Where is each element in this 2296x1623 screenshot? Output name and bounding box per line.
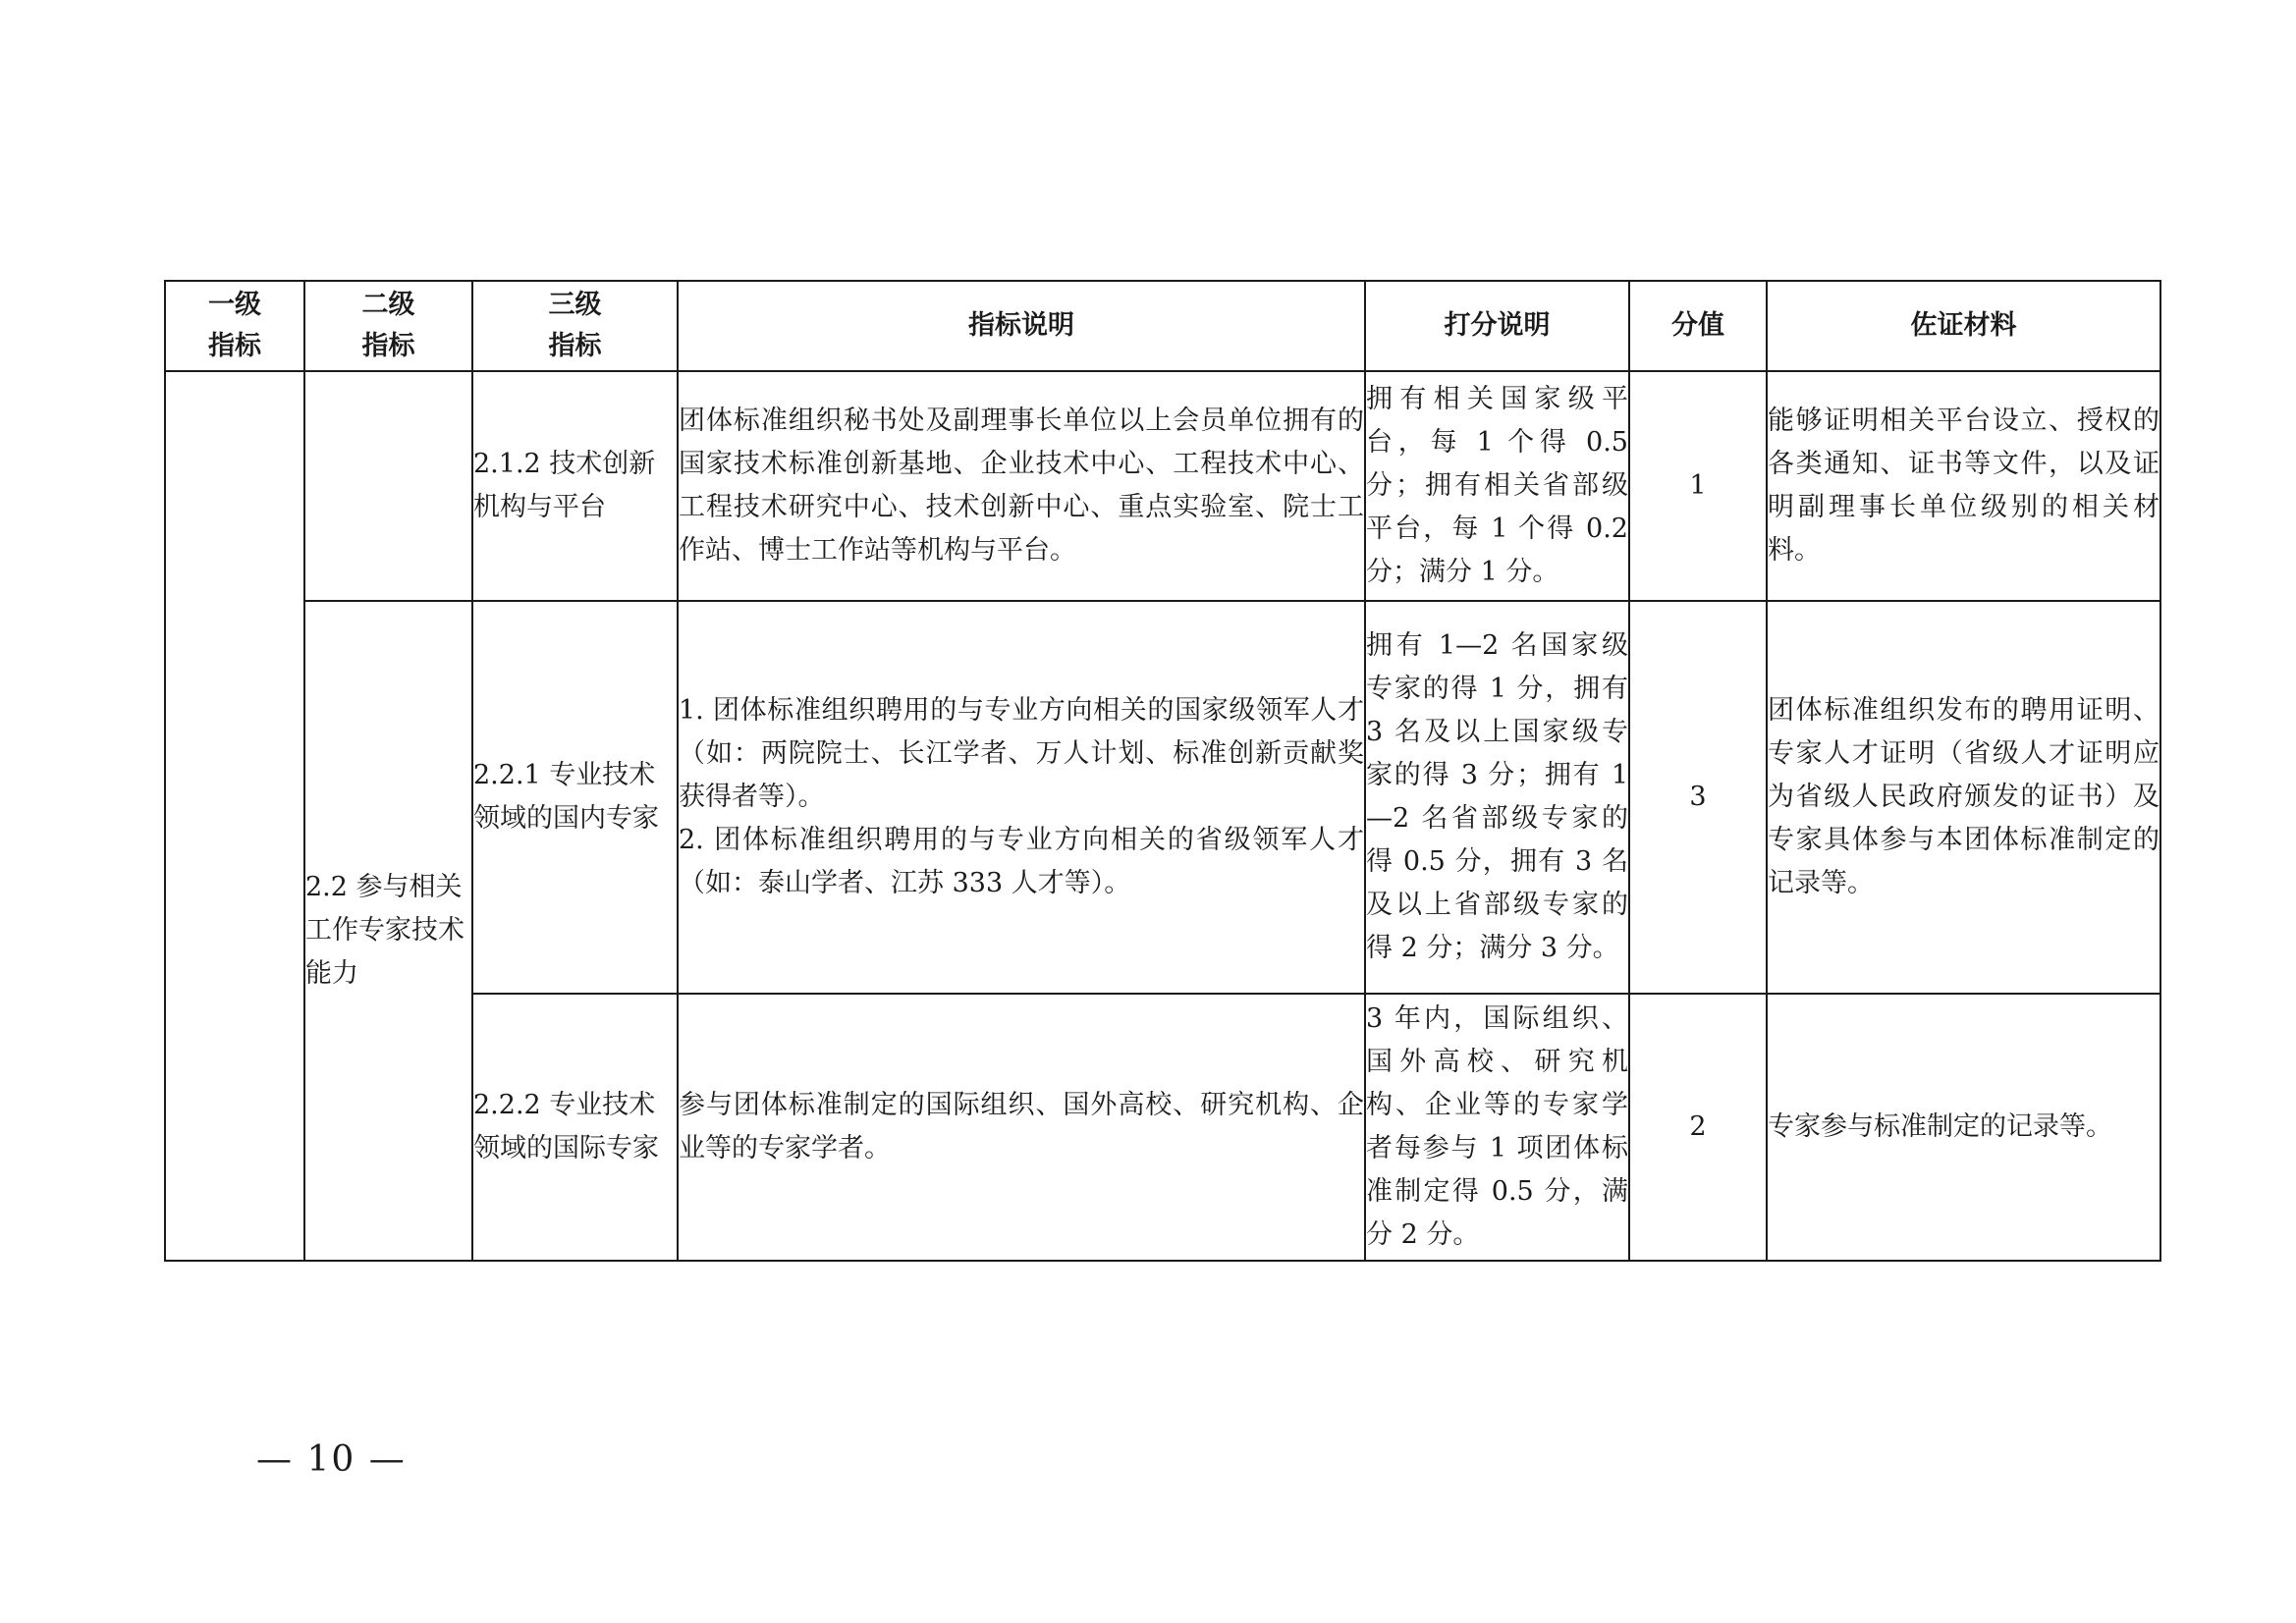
level1-cell [165,371,304,1261]
description-text: 参与团体标准制定的国际组织、国外高校、研究机构、企业等的专家学者。 [679,1090,1364,1163]
evidence-cell [1767,601,2160,994]
scoring-text: 3 年内，国际组织、国外高校、研究机构、企业等的专家学者每参与 1 项团体标准制定得 0.5 分，满分 2 分。 [1366,1003,1628,1250]
score-value: 1 [1689,470,1707,501]
level3-text: 2.2.1 专业技术领域的国内专家 [473,760,659,834]
score-value: 2 [1689,1111,1707,1142]
header-level1: 一级 指标 [165,281,304,371]
evidence-cell [1767,371,2160,601]
evidence-text: 专家参与标准制定的记录等。 [1768,1111,2112,1142]
page-number: — 10 — [256,1439,407,1480]
level3-cell [472,994,678,1261]
description-item-1: 1. 团体标准组织聘用的与专业方向相关的国家级领军人才（如：两院院士、长江学者、万人计划、标准创新贡献奖获得者等）。 [679,695,1364,812]
scoring-cell [1365,371,1629,601]
header-description: 指标说明 [678,281,1365,371]
level3-cell [472,371,678,601]
header-evidence: 佐证材料 [1767,281,2160,371]
description-cell [678,601,1365,994]
score-cell [1629,994,1767,1261]
level2-text: 2.2 参与相关工作专家技术能力 [305,872,465,989]
level3-text: 2.1.2 技术创新机构与平台 [473,449,656,522]
score-value: 3 [1689,782,1707,812]
score-cell [1629,601,1767,994]
level2-cell [304,601,472,1261]
level2-cell-empty [304,371,472,601]
evaluation-table [164,280,2161,1262]
table-row [165,601,2160,994]
description-text: 团体标准组织秘书处及副理事长单位以上会员单位拥有的国家技术标准创新基地、企业技术中心、工程技术中心、工程技术研究中心、技术创新中心、重点实验室、院士工作站、博士工作站等机构与平台。 [679,406,1364,566]
evidence-cell [1767,994,2160,1261]
evidence-text: 团体标准组织发布的聘用证明、专家人才证明（省级人才证明应为省级人民政府颁发的证书）及专家具体参与本团体标准制定的记录等。 [1768,695,2159,898]
description-cell [678,994,1365,1261]
level3-text: 2.2.2 专业技术领域的国际专家 [473,1090,659,1163]
level3-cell [472,601,678,994]
scoring-cell [1365,994,1629,1261]
description-cell [678,371,1365,601]
table-header-row [165,281,2160,371]
score-cell [1629,371,1767,601]
evidence-text: 能够证明相关平台设立、授权的各类通知、证书等文件，以及证明副理事长单位级别的相关材料。 [1768,406,2159,566]
header-score: 分值 [1629,281,1767,371]
header-scoring: 打分说明 [1365,281,1629,371]
scoring-text: 拥有相关国家级平台，每 1 个得 0.5 分；拥有相关省部级平台，每 1 个得 0.2 分；满分 1 分。 [1366,384,1628,587]
description-item-2: 2. 团体标准组织聘用的与专业方向相关的省级领军人才（如：泰山学者、江苏 333 人才等）。 [679,825,1364,898]
table-row [165,371,2160,601]
header-level2: 二级 指标 [304,281,472,371]
scoring-text: 拥有 1—2 名国家级专家的得 1 分，拥有 3 名及以上国家级专家的得 3 分；拥有 1—2 名省部级专家的得 0.5 分，拥有 3 名及以上省部级专家的得 2 分；满分 3 分。 [1366,630,1628,963]
scoring-cell [1365,601,1629,994]
header-level3: 三级 指标 [472,281,678,371]
